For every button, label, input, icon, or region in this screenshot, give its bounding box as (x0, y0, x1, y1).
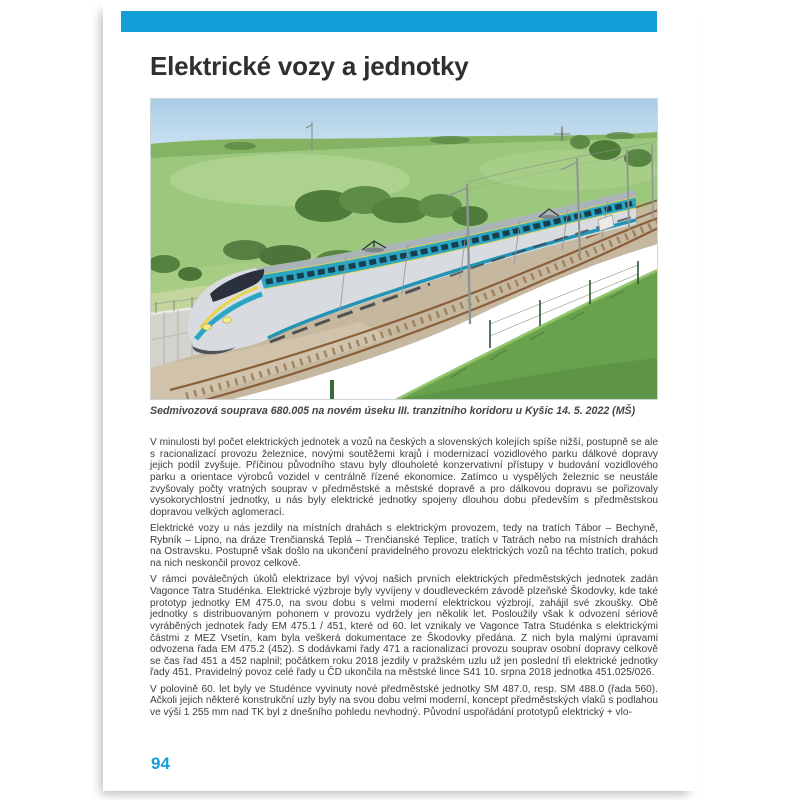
paragraph-3: V rámci poválečných úkolů elektrizace byl vývoj našich prvních elektrických předměstských jednotek zadán Vagonce Tatra Studénka. Elektrické výzbroje byly vyvíjeny v doudleveckém závodě plzeňské Škodovky, kde také prototyp jednotky EM 475.0, na svou dobu s velmi moderní elektrickou výzbrojí, zahájil své zkoušky. Obě jednotky s distribuovaným pohonem v provozu vydržely jen několik let. Posloužily však k odvození sériově vyráběných jednotek řady EM 475.1 / 451, které od 60. let vznikaly ve Vagonce Tatra Studénka s elektrickými částmi z MEZ Vsetín, kam byla veškerá dokumentace ze Škodovky předána. Z nich byla malými úpravami odvozena řada EM 475.2 (452). S dodávkami řady 471 a racionalizací provozu souprav osobní dopravy celkově se čas řad 451 a 452 naplnil; počátkem roku 2018 jezdily v pražském uzlu už jen poslední tři elektrické jednotky řady 451. Pravidelný povoz celé řady u ČD ukončila na městské lince S41 10. srpna 2018 jednotka 451.025/026. (150, 574, 658, 679)
page-number: 94 (151, 754, 170, 773)
paragraph-4: V polovině 60. let byly ve Studénce vyvinuty nové předměstské jednotky SM 487.0, resp. SM 488.0 (řada 560). Ačkoli jejich některé konstrukční uzly byly na svou dobu velmi moderní, koncept předměstských vlaků s podlahou ve výši 1 255 mm nad TK byl z dnešního pohledu nevhodný. Původní uspořádání prototypů elektrický + vlo- (150, 683, 658, 718)
body-text (150, 437, 658, 719)
photo-figure (150, 98, 658, 418)
chapter-title: Elektrické vozy a jednotky (150, 51, 469, 81)
train-photo-illustration (150, 98, 658, 400)
photo-caption: Sedmivozová souprava 680.005 na novém úseku III. tranzitního koridoru u Kyšic 14. 5. 2022 (MŠ) (150, 405, 636, 417)
book-page (103, 0, 698, 791)
chapter-color-bar (121, 11, 657, 32)
paragraph-2: Elektrické vozy u nás jezdily na místních drahách s elektrickým provozem, tedy na tratích Tábor – Bechyně, Rybník – Lipno, na dráze Trenčianská Teplá – Trenčianské Teplice, tratích v Tatrách nebo na místních drahách na Ostravsku. Postupně však došlo na ukončení pravidelného provozu elektrických vozů na těchto tratích, pokud na nich neskončil provoz celkově. (150, 523, 658, 570)
paragraph-1: V minulosti byl počet elektrických jednotek a vozů na českých a slovenských kolejích spíše nižší, postupně se ale s racionalizací provozu železnice, novými soutěžemi krajů i modernizací vozidlového parku dálkové dopravy jejich podíl zvyšuje. Příčinou původního stavu byly dlouholeté konzervativní přístupy v budování vozidlového parku a orientace výrobců vozidel v centrálně řízené ekonomice. Zatímco u vyspělých železnic se neustále zvyšovaly počty vratných souprav v předměstské a městské dopravě a pro dálkovou dopravu se pořizovaly vysokorychlostní jednotky, u nás byly elektrické jednotky spojeny dlouhou dobu především s předměstskou dopravou velkých aglomerací. (150, 437, 658, 518)
